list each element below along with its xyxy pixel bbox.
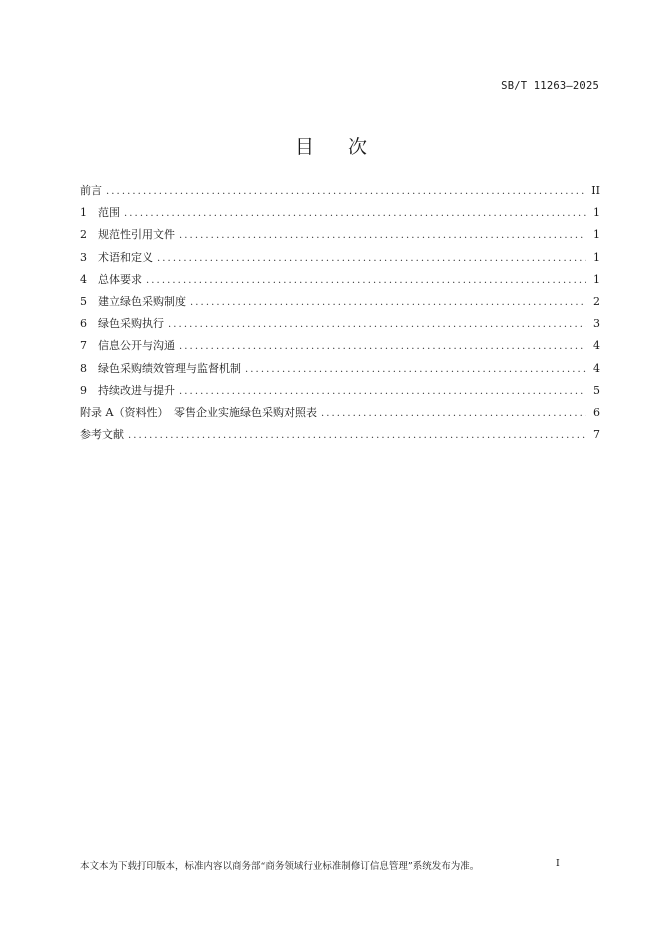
toc-number: 7 [80,339,87,353]
toc-label: 信息公开与沟通 [98,339,175,353]
toc-number: 2 [80,228,87,242]
toc-entry-9[interactable] [80,380,600,402]
toc-entry-6[interactable] [80,313,600,335]
toc-entry-appendix-a[interactable] [80,402,600,424]
toc-leader [128,425,586,447]
toc-number: 3 [80,250,87,264]
toc-number: 1 [80,206,87,220]
footer-page-number: I [556,858,560,869]
toc-entry-bibliography[interactable] [80,424,600,446]
toc-leader [179,225,586,247]
toc-label: 附录 A（资料性） 零售企业实施绿色采购对照表 [80,405,317,419]
standard-code: SB/T 11263—2025 [501,80,599,92]
toc-label: 规范性引用文件 [98,228,175,242]
toc-leader [179,381,586,403]
toc-page-number: 5 [593,383,600,397]
toc-label: 绿色采购绩效管理与监督机制 [98,361,241,375]
toc-label: 建立绿色采购制度 [98,294,186,308]
footer-note: 本文本为下载打印版本，标准内容以商务部“商务领域行业标准制修订信息管理”系统发布为准。 [80,861,480,872]
toc-page-number: 1 [593,250,600,264]
toc-page-number: 7 [593,428,600,442]
toc-label: 术语和定义 [98,250,153,264]
toc-label: 范围 [98,206,120,220]
toc-entry-5[interactable] [80,291,600,313]
toc-leader [321,403,586,425]
table-of-contents [80,180,600,446]
toc-number: 5 [80,294,87,308]
toc-page-number: 3 [593,317,600,331]
toc-page-number: 1 [593,228,600,242]
toc-leader [157,248,586,270]
toc-page-number: II [591,184,600,197]
toc-leader [106,181,586,203]
toc-page-number: 1 [593,272,600,286]
toc-number: 6 [80,317,87,331]
toc-entry-foreword[interactable] [80,180,600,202]
toc-entry-4[interactable] [80,269,600,291]
toc-number: 4 [80,272,87,286]
toc-number: 8 [80,361,87,375]
toc-leader [168,314,586,336]
toc-entry-3[interactable] [80,247,600,269]
toc-entry-1[interactable] [80,202,600,224]
toc-leader [190,292,586,314]
toc-page-number: 2 [593,294,600,308]
toc-leader [124,203,586,225]
toc-page-number: 6 [593,405,600,419]
toc-label: 总体要求 [98,272,142,286]
toc-page-number: 4 [593,339,600,353]
toc-label: 参考文献 [80,428,124,442]
toc-number: 9 [80,383,87,397]
page-title: 目次 [294,136,401,158]
toc-entry-7[interactable] [80,335,600,357]
toc-label: 前言 [80,184,102,197]
toc-leader [179,336,586,358]
toc-leader [146,270,586,292]
toc-page-number: 1 [593,206,600,220]
toc-leader [245,359,586,381]
toc-entry-8[interactable] [80,358,600,380]
toc-entry-2[interactable] [80,224,600,246]
toc-page-number: 4 [593,361,600,375]
toc-label: 绿色采购执行 [98,317,164,331]
toc-label: 持续改进与提升 [98,383,175,397]
